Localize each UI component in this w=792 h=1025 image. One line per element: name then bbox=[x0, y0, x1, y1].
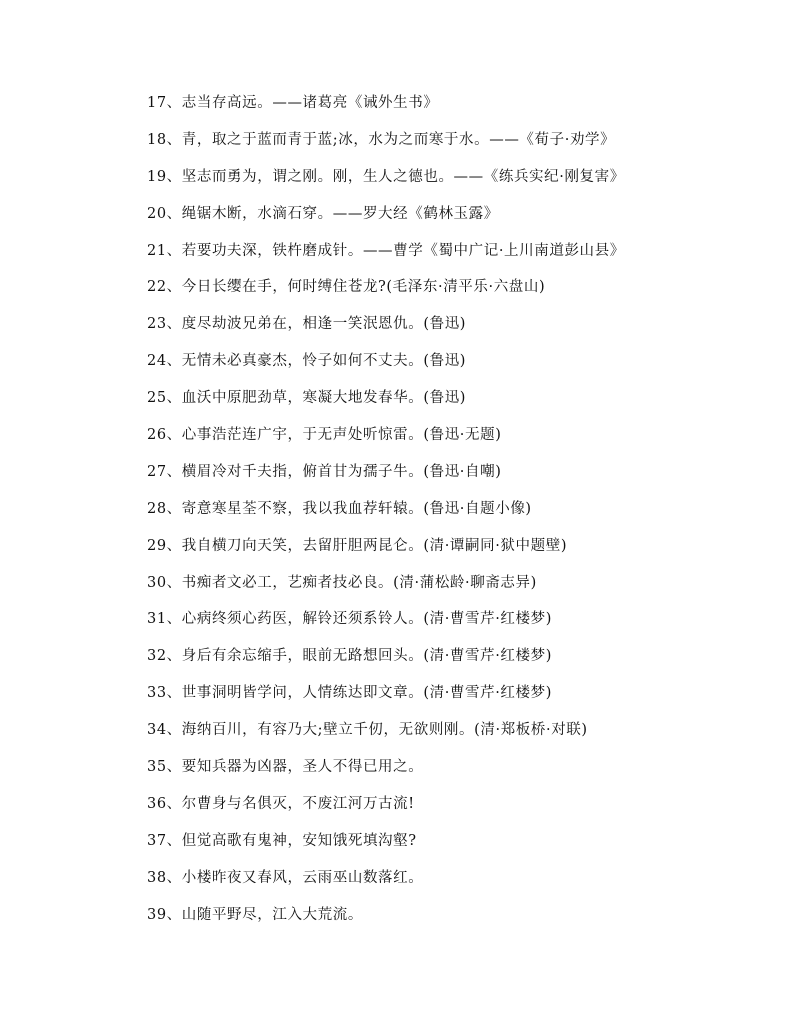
quote-line: 27、横眉冷对千夫指，俯首甘为孺子牛。(鲁迅·自嘲) bbox=[147, 463, 502, 480]
quote-line: 22、今日长缨在手，何时缚住苍龙?(毛泽东·清平乐·六盘山) bbox=[147, 279, 546, 296]
quote-line: 20、绳锯木断，水滴石穿。——罗大经《鹤林玉露》 bbox=[147, 205, 499, 222]
quote-list bbox=[147, 90, 747, 938]
quote-line: 25、血沃中原肥劲草，寒凝大地发春华。(鲁迅) bbox=[147, 390, 467, 407]
quote-line: 19、坚志而勇为，谓之刚。刚，生人之德也。——《练兵实纪·刚复害》 bbox=[147, 168, 625, 185]
quote-line: 18、青，取之于蓝而青于蓝;冰，水为之而寒于水。——《荀子·劝学》 bbox=[147, 131, 616, 148]
quote-line: 36、尔曹身与名俱灭，不废江河万古流! bbox=[147, 795, 415, 812]
quote-line: 37、但觉高歌有鬼神，安知饿死填沟壑? bbox=[147, 832, 417, 849]
quote-line: 31、心病终须心药医，解铃还须系铃人。(清·曹雪芹·红楼梦) bbox=[147, 611, 552, 628]
quote-line: 21、若要功夫深，铁杵磨成针。——曹学《蜀中广记·上川南道彭山县》 bbox=[147, 242, 625, 259]
quote-line: 24、无情未必真豪杰，怜子如何不丈夫。(鲁迅) bbox=[147, 353, 467, 370]
quote-line: 35、要知兵器为凶器，圣人不得已用之。 bbox=[147, 759, 424, 776]
quote-line: 39、山随平野尽，江入大荒流。 bbox=[147, 906, 363, 923]
quote-line: 23、度尽劫波兄弟在，相逢一笑泯恩仇。(鲁迅) bbox=[147, 316, 467, 333]
quote-line: 30、书痴者文必工，艺痴者技必良。(清·蒲松龄·聊斋志异) bbox=[147, 574, 537, 591]
quote-line: 38、小楼昨夜又春风，云雨巫山数落红。 bbox=[147, 869, 424, 886]
quote-line: 26、心事浩茫连广宇，于无声处听惊雷。(鲁迅·无题) bbox=[147, 427, 502, 444]
quote-line: 29、我自横刀向天笑，去留肝胆两昆仑。(清·谭嗣同·狱中题壁) bbox=[147, 537, 568, 554]
quote-line: 32、身后有余忘缩手，眼前无路想回头。(清·曹雪芹·红楼梦) bbox=[147, 648, 552, 665]
quote-line: 33、世事洞明皆学问，人情练达即文章。(清·曹雪芹·红楼梦) bbox=[147, 685, 552, 702]
quote-line: 34、海纳百川，有容乃大;壁立千仞，无欲则刚。(清·郑板桥·对联) bbox=[147, 722, 588, 739]
quote-line: 28、寄意寒星荃不察，我以我血荐轩辕。(鲁迅·自题小像) bbox=[147, 500, 532, 517]
quote-line: 17、志当存高远。——诸葛亮《诫外生书》 bbox=[147, 95, 439, 111]
